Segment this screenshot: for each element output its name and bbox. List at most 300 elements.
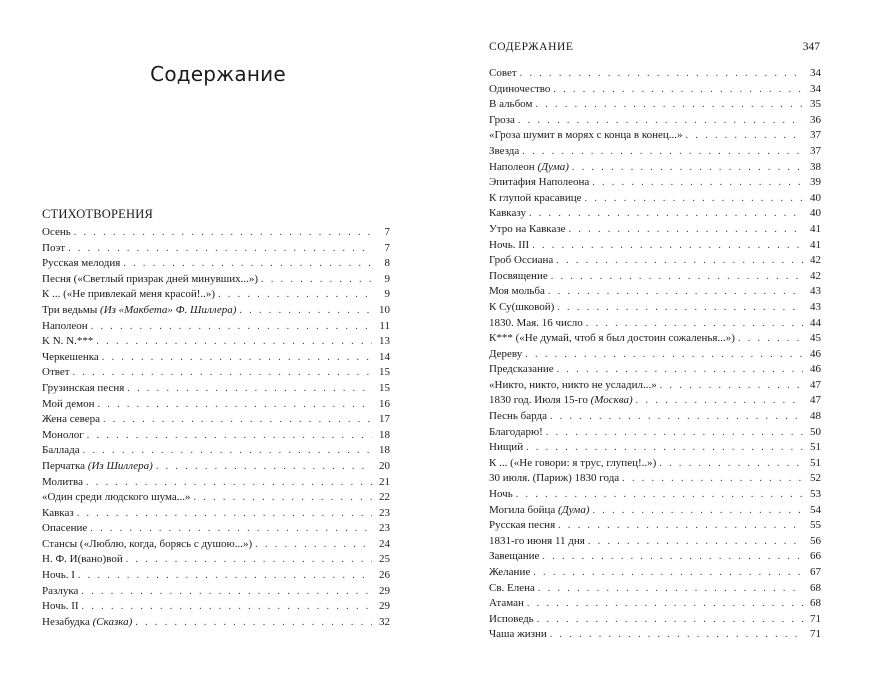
dot-leader <box>572 160 803 176</box>
dot-leader <box>542 549 803 565</box>
toc-entry-page: 46 <box>810 347 821 360</box>
toc-entry <box>489 128 821 144</box>
toc-entry-page: 40 <box>810 207 821 220</box>
toc-entry-title <box>42 241 68 257</box>
toc-entry-title-text: Мой демон <box>42 397 95 410</box>
dot-leader <box>74 225 372 241</box>
toc-entry-title <box>42 334 96 350</box>
toc-entry-title <box>489 269 551 285</box>
toc-entry <box>489 378 821 394</box>
toc-entry <box>42 256 390 272</box>
toc-entry-title-text: Русская песня <box>489 519 556 532</box>
dot-leader <box>83 443 372 459</box>
dot-leader <box>529 206 803 222</box>
page-number: 347 <box>802 41 820 53</box>
toc-entry-title <box>489 378 660 394</box>
section-heading: СТИХОТВОРЕНИЯ <box>42 207 153 221</box>
toc-entry-page: 15 <box>379 366 390 379</box>
toc-entry-page: 47 <box>810 394 821 407</box>
toc-entry-title-text: Жена севера <box>42 413 100 426</box>
toc-entry <box>42 521 390 537</box>
toc-entry <box>42 272 390 288</box>
toc-entry-title-text: В альбом <box>489 98 533 111</box>
toc-entry-page: 17 <box>379 413 390 426</box>
dot-leader <box>135 615 372 631</box>
toc-entry-page: 24 <box>379 537 390 550</box>
toc-entry <box>42 225 390 241</box>
toc-entry-title <box>489 534 588 550</box>
toc-entry-title <box>489 253 556 269</box>
dot-leader <box>522 144 803 160</box>
toc-entry <box>489 393 821 409</box>
toc-entry <box>489 581 821 597</box>
toc-entry-page: 22 <box>379 491 390 504</box>
right-page <box>441 0 882 700</box>
toc-entry-page: 44 <box>810 316 821 329</box>
toc-entry <box>42 334 390 350</box>
toc-entry-title-text: Грузинская песня <box>42 381 125 394</box>
dot-leader <box>90 521 372 537</box>
toc-entry <box>489 347 821 363</box>
toc-entry-title-text: Разлука <box>42 584 79 597</box>
toc-entry <box>42 459 390 475</box>
toc-entry-page: 9 <box>384 272 390 285</box>
toc-entry-title-text: Совет <box>489 67 517 79</box>
toc-entry <box>489 456 821 472</box>
toc-entry-title <box>42 568 78 584</box>
toc-entry <box>42 599 390 615</box>
dot-leader <box>525 347 803 363</box>
toc-entry-title <box>489 113 518 129</box>
toc-entry-title <box>489 518 558 534</box>
toc-entry-title-text: Завещание <box>489 550 540 563</box>
dot-leader <box>255 537 372 553</box>
dot-leader <box>550 409 803 425</box>
dot-leader <box>527 596 803 612</box>
toc-entry-title-text: Исповедь <box>489 612 534 625</box>
toc-entry-page: 55 <box>810 519 821 532</box>
toc-entry-page: 37 <box>810 129 821 142</box>
toc-entry-title-text: Незабудка <box>42 615 93 628</box>
toc-entry-title <box>42 428 87 444</box>
toc-entry-title-text: К глупой красавице <box>489 191 582 204</box>
toc-entry <box>489 627 821 643</box>
toc-entry-title-text: Могила бойца <box>489 503 559 516</box>
toc-entry <box>42 319 390 335</box>
toc-entry <box>489 440 821 456</box>
toc-entry-title <box>489 409 550 425</box>
toc-entry-title-text: Одиночество <box>489 82 551 95</box>
toc-entry-page: 52 <box>810 472 821 485</box>
toc-entry-page: 53 <box>810 488 821 501</box>
toc-entry-title-text: Ночь. III <box>489 238 530 251</box>
dot-leader <box>218 287 372 303</box>
toc-entry-title <box>489 82 553 98</box>
toc-entry <box>489 300 821 316</box>
toc-entry-title <box>42 381 127 397</box>
toc-entry-title-text: Благодарю! <box>489 425 543 438</box>
toc-entry-title <box>42 365 73 381</box>
toc-entry <box>489 518 821 534</box>
toc-entry-title-text: 1830 год. Июля 15-го <box>489 394 591 407</box>
toc-entry <box>489 409 821 425</box>
dot-leader <box>588 534 803 550</box>
dot-leader <box>86 475 372 491</box>
toc-entry-title-text: Молитва <box>42 475 83 488</box>
toc-entry <box>489 596 821 612</box>
dot-leader <box>533 565 803 581</box>
dot-leader <box>87 428 372 444</box>
toc-entry-title <box>489 471 622 487</box>
toc-entry-page: 50 <box>810 425 821 438</box>
toc-entry <box>42 537 390 553</box>
toc-entry-title-text: Песнь барда <box>489 410 547 423</box>
toc-entry <box>489 222 821 238</box>
toc-entry-title <box>42 537 255 553</box>
toc-entry <box>42 365 390 381</box>
toc-entry-title-text: Ночь <box>489 488 513 501</box>
toc-entry-page: 38 <box>810 160 821 173</box>
dot-leader <box>592 503 803 519</box>
toc-entry-title-text: Кавказу <box>489 207 526 220</box>
toc-entry-title-text: K N. N.*** <box>42 335 94 348</box>
toc-entry-page: 7 <box>384 226 390 238</box>
toc-entry-title <box>489 440 526 456</box>
toc-entry-title-text: Осень <box>42 226 71 238</box>
running-head: СОДЕРЖАНИЕ <box>489 41 574 53</box>
toc-entry <box>489 549 821 565</box>
toc-entry-page: 13 <box>379 335 390 348</box>
dot-leader <box>551 269 803 285</box>
toc-list-left <box>42 225 390 630</box>
toc-entry-title-text: Три ведьмы <box>42 303 101 316</box>
toc-entry-page: 56 <box>810 534 821 547</box>
toc-entry <box>489 191 821 207</box>
toc-entry-page: 14 <box>379 350 390 363</box>
dot-leader <box>592 175 803 191</box>
toc-entry <box>489 612 821 628</box>
toc-entry-page: 25 <box>379 553 390 566</box>
toc-entry-title-text: Поэт <box>42 241 66 254</box>
toc-entry-page: 43 <box>810 300 821 313</box>
toc-entry <box>489 471 821 487</box>
toc-entry <box>489 269 821 285</box>
toc-entry-title <box>42 225 74 241</box>
toc-entry-page: 37 <box>810 144 821 157</box>
toc-entry-subtitle: (Москва) <box>590 394 633 407</box>
toc-entry-title-text: 1831-го июня 11 дня <box>489 534 585 547</box>
dot-leader <box>556 253 803 269</box>
toc-entry-page: 41 <box>810 238 821 251</box>
toc-entry-title <box>489 627 550 643</box>
toc-entry <box>42 552 390 568</box>
toc-entry-title <box>42 350 102 366</box>
toc-entry-page: 71 <box>810 628 821 641</box>
toc-entry <box>42 568 390 584</box>
toc-entry-title-text: К ... («Не говори: я трус, глупец!..») <box>489 456 657 469</box>
toc-entry-title <box>42 521 90 537</box>
toc-entry-page: 43 <box>810 285 821 298</box>
toc-entry-page: 34 <box>810 67 821 79</box>
toc-entry-title-text: Опасение <box>42 522 88 535</box>
toc-entry-title <box>489 300 557 316</box>
dot-leader <box>520 66 803 82</box>
toc-entry-subtitle: (Сказка) <box>92 615 133 628</box>
toc-entry-page: 41 <box>810 222 821 235</box>
toc-entry-title-text: Атаман <box>489 597 524 610</box>
dot-leader <box>77 506 372 522</box>
toc-entry-page: 68 <box>810 581 821 594</box>
toc-entry-title <box>489 393 636 409</box>
toc-entry <box>489 316 821 332</box>
toc-entry-subtitle: (Дума) <box>558 503 590 516</box>
toc-entry-page: 42 <box>810 269 821 282</box>
toc-entry-title <box>42 272 261 288</box>
toc-entry <box>42 381 390 397</box>
dot-leader <box>194 490 372 506</box>
toc-entry-title-text: Св. Елена <box>489 581 535 594</box>
toc-entry-page: 42 <box>810 254 821 267</box>
toc-entry <box>489 66 821 82</box>
dot-leader <box>78 568 372 584</box>
toc-entry <box>42 615 390 631</box>
toc-entry <box>42 443 390 459</box>
toc-entry-title-text: Наполеон <box>489 160 538 173</box>
toc-entry-title <box>489 487 516 503</box>
toc-entry-title <box>42 475 86 491</box>
toc-entry <box>489 160 821 176</box>
toc-entry <box>489 206 821 222</box>
dot-leader <box>557 300 803 316</box>
toc-entry-page: 51 <box>810 456 821 469</box>
dot-leader <box>538 581 803 597</box>
dot-leader <box>526 440 803 456</box>
toc-entry-title <box>489 565 533 581</box>
dot-leader <box>102 350 372 366</box>
toc-entry-title <box>42 459 156 475</box>
dot-leader <box>261 272 372 288</box>
toc-entry-page: 45 <box>810 332 821 345</box>
toc-entry-page: 21 <box>379 475 390 488</box>
toc-entry <box>489 565 821 581</box>
toc-entry-page: 47 <box>810 378 821 391</box>
toc-entry-page: 67 <box>810 566 821 578</box>
dot-leader <box>97 397 372 413</box>
toc-entry-page: 34 <box>810 82 821 95</box>
toc-entry <box>489 487 821 503</box>
dot-leader <box>557 362 803 378</box>
toc-entry-title-text: К ... («Не привлекай меня красой!..») <box>42 288 216 301</box>
dot-leader <box>518 113 803 129</box>
dot-leader <box>126 552 372 568</box>
toc-entry-title-text: «Один среди людского шума...» <box>42 491 191 504</box>
toc-entry-page: 26 <box>379 569 390 582</box>
toc-entry-title <box>489 284 548 300</box>
dot-leader <box>535 97 803 113</box>
dot-leader <box>516 487 803 503</box>
toc-entry <box>489 284 821 300</box>
toc-entry <box>42 428 390 444</box>
toc-entry-title-text: Эпитафия Наполеона <box>489 176 590 189</box>
toc-entry-title-text: Наполеон <box>42 319 88 332</box>
toc-entry <box>489 331 821 347</box>
toc-entry-page: 36 <box>810 113 821 126</box>
toc-entry <box>42 350 390 366</box>
toc-entry-page: 20 <box>379 459 390 472</box>
toc-entry-page: 29 <box>379 600 390 613</box>
toc-entry-title <box>42 412 103 428</box>
toc-entry <box>42 412 390 428</box>
toc-entry-title <box>489 347 525 363</box>
toc-entry-title <box>42 615 135 631</box>
toc-entry-title-text: Желание <box>489 566 531 578</box>
toc-entry-title <box>489 581 538 597</box>
toc-entry-title-text: «Гроза шумит в морях с конца в конец...» <box>489 129 683 142</box>
toc-list-right <box>489 66 821 643</box>
toc-entry-page: 71 <box>810 612 821 625</box>
dot-leader <box>550 627 803 643</box>
toc-entry <box>489 503 821 519</box>
toc-entry-page: 29 <box>379 584 390 597</box>
toc-entry-page: 9 <box>384 288 390 301</box>
toc-entry-title <box>489 612 537 628</box>
toc-entry-title-text: Звезда <box>489 144 520 157</box>
dot-leader <box>96 334 372 350</box>
toc-entry-title <box>489 128 686 144</box>
dot-leader <box>553 82 803 98</box>
toc-entry-page: 40 <box>810 191 821 204</box>
toc-entry-title <box>489 175 592 191</box>
dot-leader <box>91 319 372 335</box>
toc-entry-title <box>489 316 586 332</box>
dot-leader <box>636 393 803 409</box>
toc-entry-title <box>489 206 529 222</box>
toc-entry-page: 51 <box>810 441 821 454</box>
toc-entry-page: 18 <box>379 428 390 441</box>
toc-entry-page: 54 <box>810 503 821 516</box>
toc-entry-title <box>489 222 569 238</box>
toc-entry-title <box>42 443 83 459</box>
toc-entry-title <box>42 303 239 319</box>
toc-entry <box>42 287 390 303</box>
toc-entry-page: 8 <box>384 257 390 270</box>
toc-entry-title <box>489 596 527 612</box>
toc-entry-title-text: Моя мольба <box>489 285 545 298</box>
toc-entry-title <box>42 584 81 600</box>
dot-leader <box>239 303 372 319</box>
dot-leader <box>569 222 803 238</box>
toc-entry-title-text: Посвящение <box>489 269 548 282</box>
toc-entry-title-text: Кавказ <box>42 506 74 519</box>
dot-leader <box>68 241 372 257</box>
toc-entry-title-text: Гроза <box>489 113 515 126</box>
toc-entry-title-text: К Су(шковой) <box>489 300 555 313</box>
toc-entry-title <box>42 506 77 522</box>
toc-entry-title <box>489 160 572 176</box>
dot-leader <box>622 471 803 487</box>
dot-leader <box>686 128 803 144</box>
toc-entry <box>42 506 390 522</box>
dot-leader <box>156 459 372 475</box>
toc-entry-title <box>489 456 659 472</box>
toc-entry-page: 10 <box>379 303 390 316</box>
toc-entry-title <box>489 503 592 519</box>
toc-entry-title <box>489 549 542 565</box>
toc-entry-title-text: Н. Ф. И(вано)вой <box>42 553 123 566</box>
toc-entry-page: 32 <box>379 615 390 628</box>
dot-leader <box>537 612 803 628</box>
toc-entry-title <box>42 287 218 303</box>
toc-entry-title-text: 30 июля. (Париж) 1830 года <box>489 472 620 485</box>
toc-entry <box>42 241 390 257</box>
toc-entry <box>42 397 390 413</box>
toc-entry <box>489 534 821 550</box>
toc-entry-title <box>489 66 520 82</box>
toc-entry-title <box>489 331 738 347</box>
toc-entry-page: 11 <box>379 319 390 332</box>
toc-entry-title-text: Стансы («Люблю, когда, борясь с душою...») <box>42 537 253 550</box>
toc-entry-subtitle: (Из «Макбета» Ф. Шиллера) <box>100 303 237 316</box>
toc-entry <box>489 253 821 269</box>
toc-entry <box>489 425 821 441</box>
toc-entry-page: 46 <box>810 363 821 376</box>
toc-entry <box>42 584 390 600</box>
toc-entry-title <box>489 238 532 254</box>
toc-entry-title-text: Предсказание <box>489 363 554 376</box>
toc-entry-title-text: Чаша жизни <box>489 628 547 641</box>
dot-leader <box>738 331 803 347</box>
toc-entry-page: 66 <box>810 550 821 563</box>
dot-leader <box>82 599 372 615</box>
toc-entry <box>489 97 821 113</box>
toc-entry-title-text: Гроб Оссиана <box>489 254 554 267</box>
toc-entry-title <box>42 397 97 413</box>
toc-entry-title <box>42 319 91 335</box>
dot-leader <box>123 256 372 272</box>
toc-entry-title <box>489 191 585 207</box>
toc-entry-title-text: Перчатка <box>42 459 88 472</box>
dot-leader <box>532 238 803 254</box>
toc-entry-title-text: Черкешенка <box>42 350 99 363</box>
dot-leader <box>548 284 803 300</box>
toc-entry-subtitle: (Из Шиллера) <box>87 459 153 472</box>
toc-entry-page: 48 <box>810 410 821 423</box>
toc-entry <box>489 113 821 129</box>
toc-entry-title <box>42 599 82 615</box>
toc-entry-title-text: Монолог <box>42 428 84 441</box>
toc-entry-title-text: Русская мелодия <box>42 257 121 270</box>
toc-entry-title-text: 1830. Мая. 16 число <box>489 316 583 329</box>
toc-entry-page: 15 <box>379 381 390 394</box>
dot-leader <box>546 425 803 441</box>
toc-entry-title <box>42 552 126 568</box>
toc-entry-title <box>42 256 123 272</box>
toc-entry-page: 23 <box>379 522 390 535</box>
toc-entry-title-text: К*** («Не думай, чтоб я был достоин сожаленья...») <box>489 332 735 345</box>
toc-entry-title <box>489 97 535 113</box>
toc-entry <box>489 238 821 254</box>
toc-entry <box>489 175 821 191</box>
toc-entry-title-text: Нищий <box>489 441 524 454</box>
toc-entry-title <box>42 490 194 506</box>
page-title: Содержание <box>150 62 286 86</box>
toc-entry-title-text: Баллада <box>42 444 80 457</box>
toc-entry <box>42 490 390 506</box>
dot-leader <box>659 456 803 472</box>
toc-entry-page: 7 <box>384 241 390 254</box>
toc-entry-title-text: «Никто, никто, никто не усладил...» <box>489 378 657 391</box>
dot-leader <box>586 316 803 332</box>
